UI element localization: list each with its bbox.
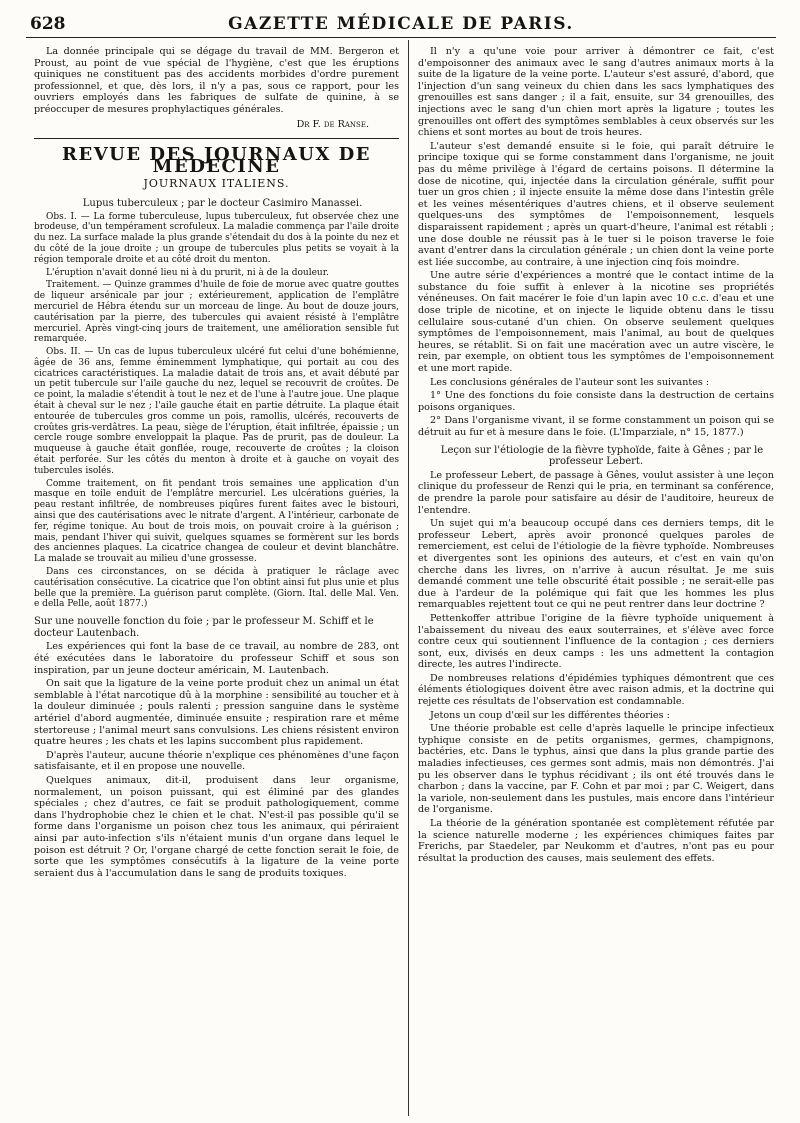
typhoid-paragraph-3: Pettenkoffer attribue l'origine de la fièvre typhoïde uniquement à l'abaissement du niveau des eaux souterraines, et s'élève avec force contre ceux qui soutiennent l'influence de la contagion ; ces derniers sont, eux, divisés en deux camps : les uns admettent la contagion directe, les autres l'indirecte. <box>418 612 774 671</box>
typhoid-article-heading: Leçon sur l'étiologie de la fièvre typhoïde, faite à Gênes ; par le professeur Lebert. <box>440 444 764 468</box>
running-head <box>26 8 776 38</box>
lupus-article-heading: Lupus tuberculeux ; par le docteur Casimiro Manassei. <box>82 197 363 209</box>
treatment-1: Traitement. — Quinze grammes d'huile de foie de morue avec quatre gouttes de liqueur arsénicale par jour ; extérieurement, application de l'emplâtre mercuriel de Hébra étendu sur un morceau de linge. Au bout de douze jours, cautérisation par la pierre, des tubercules qui avaient résisté à l'emplâtre mercuriel. Après vingt-cinq jours de traitement, une amélioration sensible fut remarquée. <box>34 280 399 345</box>
conclusion-1: 1° Une des fonctions du foie consiste dans la destruction de certains poisons organiques. <box>418 390 774 413</box>
right-column <box>418 46 774 1114</box>
column-divider <box>408 40 409 1116</box>
section-title: REVUE DES JOURNAUX DE MEDECINE <box>62 144 371 177</box>
newspaper-page <box>26 8 776 1116</box>
typhoid-paragraph-7: La théorie de la génération spontanée est complètement réfutée par la science naturelle moderne ; les expériences chimiques faites par Frerichs, par Staedeler, par Neukomm et d'autres, n'ont pas eu pour résultat la production des causes, mais seulement des effets. <box>418 818 774 864</box>
right-paragraph-3: Une autre série d'expériences a montré que le contact intime de la substance du foie suffit à enlever à la nicotine ses propriétés vénéneuses. On fait macérer le foie d'un lapin avec 10 c.c. d'eau et une dose triple de nicotine, et on injecte le liquide obtenu dans le tissu cellulaire sous-cutané d'un chien. On observe seulement quelques symptômes de l'empoisonnement, mais l'animal, au bout de quelques heures, se rétablit. Si on fait une macération avec un autre viscère, le rein, par exemple, on obtient tous les symptômes de l'empoisonnement et une mort rapide. <box>418 270 774 375</box>
page-number: 628 <box>30 14 66 34</box>
observation-1-note: L'éruption n'avait donné lieu ni à du prurit, ni à de la douleur. <box>46 267 329 278</box>
treatment-3: Dans ces circonstances, on se décida à pratiquer le râclage avec cautérisation consécutive. La cicatrice que l'on obtint ainsi fut plus unie et plus belle que la première. La guérison parut complète. (Giorn. Ital. delle Mal. Ven. e della Pelle, août 1877.) <box>34 567 399 610</box>
right-paragraph-2: L'auteur s'est demandé ensuite si le foie, qui paraît détruire le principe toxique qui se forme constamment dans l'organisme, ne jouit pas du même privilège à l'égard de certains poisons. Il détermine la dose de nicotine, qui, injectée dans la circulation générale, suffit pour tuer un gros chien ; il injecte ensuite la même dose dans l'intestin grêle et les veines mésentériques d'autres chiens, et il observe seulement quelques-uns des symptômes de l'empoisonnement, lesquels disparaissent rapidement ; après un quart-d'heure, l'animal est rétabli ; une dose double ne réussit pas à le tuer si le poison traverse le foie avant d'entrer dans la circulation générale ; un chien dont la veine porte est liée succombe, au contraire, à une injection cinq fois moindre. <box>418 140 774 268</box>
typhoid-paragraph-1: Le professeur Lebert, de passage à Gênes, voulut assister à une leçon clinique du professeur de Renzi qui le pria, en terminant sa conférence, de prendre la parole pour satisfaire au désir de l'auditoire, heureux de l'entendre. <box>418 469 774 516</box>
treatment-2: Comme traitement, on fit pendant trois semaines une application d'un masque en toile enduit de l'emplâtre mercuriel. Les ulcérations guéries, la peau restant infiltrée, de nombreuses piqûres furent faites avec le bistouri, ainsi que des cautérisations avec le nitrate d'argent. A l'intérieur, carbonate de fer, régime tonique. Au bout de trois mois, on pouvait croire à la guérison ; mais, pendant l'hiver qui suivit, quelques squames se formèrent sur les bords des anciennes plaques. La cicatrice changea de couleur et devint blanchâtre. La malade se trouvait au milieu d'une grossesse. <box>34 478 399 565</box>
section-subtitle: JOURNAUX ITALIENS. <box>143 177 290 191</box>
liver-paragraph-3: D'après l'auteur, aucune théorie n'explique ces phénomènes d'une façon satisfaisante, et il en propose une nouvelle. <box>34 749 399 773</box>
observation-1: Obs. I. — La forme tuberculeuse, lupus tuberculeux, fut observée chez une brodeuse, d'un tempérament scrofuleux. La maladie commença par l'aile droite du nez. La surface malade la plus grande s'étendait du dos à la pointe du nez et du côté de la joue droite ; un groupe de tubercules plus petits se voyait à la région temporale droite et au côté droit du menton. <box>34 211 399 265</box>
liver-article-heading: Sur une nouvelle fonction du foie ; par le professeur M. Schiff et le docteur Lautenbach. <box>34 616 374 639</box>
observation-2: Obs. II. — Un cas de lupus tuberculeux ulcéré fut celui d'une bohémienne, âgée de 36 ans, femme éminemment lymphatique, qui portait au cou des cicatrices caractéristiques. La maladie datait de trois ans, et avait débuté par un petit tubercule sur l'aile gauche du nez, lequel se recouvrit de croûtes. De ce point, la maladie s'étendit à tout le nez et de l'une à l'autre joue. Une plaque était à cheval sur le nez ; l'aile gauche était en partie détruite. La plaque était entourée de tubercules gros comme un pois, ramollis, ulcérés, recouverts de croûtes gris-verdâtres. La peau, siège de l'éruption, était infiltrée, épaissie ; un cercle rouge sombre enveloppait la plaque. Pas de prurit, pas de douleur. La muqueuse à gauche était gonflée, rouge, recouverte de croûtes ; la cloison était perforée. Sur les côtés du menton à droite et à gauche on voyait des tubercules isolés. <box>34 347 399 476</box>
conclusion-2: 2° Dans l'organisme vivant, il se forme constamment un poison qui se détruit au fur et à mesure dans le foie. (L'Imparziale, n° 15, 1877.) <box>418 415 774 438</box>
intro-paragraph: La donnée principale qui se dégage du travail de MM. Bergeron et Proust, au point de vue spécial de l'hygiène, c'est que les éruptions quiniques ne constituent pas des accidents morbides d'ordre purement professionnel, et que, dès lors, il n'y a pas, sous ce rapport, pour les ouvriers employés dans les fabriques de sulfate de quinine, à se préoccuper de mesures prophylactiques générales. <box>34 46 399 115</box>
signature: Dr F. de Ranse. <box>296 118 369 130</box>
section-divider <box>34 138 399 139</box>
journal-title: GAZETTE MÉDICALE DE PARIS. <box>228 14 574 34</box>
typhoid-paragraph-4: De nombreuses relations d'épidémies typhiques démontrent que ces éléments étiologiques doivent être avec raison admis, et la doctrine qui rejette ces résultats de l'observation est condamnable. <box>418 672 774 708</box>
typhoid-paragraph-2: Un sujet qui m'a beaucoup occupé dans ces derniers temps, dit le professeur Lebert, après avoir prononcé quelques paroles de remerciement, est celui de l'étiologie de la fièvre typhoïde. Nombreuses et divergentes sont les opinions des auteurs, et c'est en vain qu'on cherche dans les livres, on n'arrive à aucun résultat. Je me suis demandé comment une telle obscurité était possible ; ne serait-elle pas due à l'ardeur de la polémique qui fait que les hommes les plus remarquables rejettent tout ce qui ne peut rentrer dans leur doctrine ? <box>418 518 774 611</box>
conclusions-intro: Les conclusions générales de l'auteur sont les suivantes : <box>430 376 710 388</box>
liver-paragraph-1: Les expériences qui font la base de ce travail, au nombre de 283, ont été exécutées dans le laboratoire du professeur Schiff et sous son inspiration, par un jeune docteur américain, M. Lautenbach. <box>34 641 399 676</box>
liver-paragraph-4: Quelques animaux, dit-il, produisent dans leur organisme, normalement, un poison puissant, qui est éliminé par des glandes spéciales ; chez d'autres, ce fait se produit pathologiquement, comme dans l'hydrophobie chez le chien et le chat. N'est-il pas possible qu'il se forme dans l'organisme un poison chez tous les animaux, qui périraient ainsi par auto-infection s'ils n'étaient munis d'un organe dans lequel le poison est détruit ? Or, l'organe chargé de cette fonction serait le foie, de sorte que les symptômes consécutifs à la ligature de la veine porte seraient dus à l'accumulation dans le sang de produits toxiques. <box>34 774 399 879</box>
typhoid-paragraph-5: Jetons un coup d'œil sur les différentes théories : <box>430 709 670 721</box>
left-column <box>34 46 399 1114</box>
right-paragraph-1: Il n'y a qu'une voie pour arriver à démontrer ce fait, c'est d'empoisonner des animaux avec le sang d'autres animaux morts à la suite de la ligature de la veine porte. L'auteur s'est assuré, d'abord, que l'injection d'un sang veineux du chien dans les sacs lymphatiques des grenouilles est sans danger ; il a fait, ensuite, sur 34 grenouilles, des injections avec le sang d'un chien mort après la ligature ; toutes les grenouilles ont offert des symptômes semblables à ceux observés sur les chiens et sont mortes au bout de trois heures. <box>418 46 774 139</box>
liver-paragraph-2: On sait que la ligature de la veine porte produit chez un animal un état semblable à l'état narcotique dû à la morphine : sensibilité au toucher et à la douleur diminuée ; pouls ralenti ; pression sanguine dans le système artériel d'abord augmentée, diminuée ensuite ; respiration rare et même stertoreuse ; l'animal meurt sans convulsions. Les chiens résistent environ quatre heures ; les chats et les lapins succombent plus rapidement. <box>34 678 399 748</box>
typhoid-paragraph-6: Une théorie probable est celle d'après laquelle le principe infectieux typhique consiste en de petits organismes, germes, champignons, bactéries, etc. Dans le typhus, ainsi que dans la plus grande partie des maladies infectieuses, ces germes sont admis, mais non démontrés. J'ai pu les observer dans le typhus récidivant ; ils ont été trouvés dans le charbon ; dans la vaccine, par F. Cohn et par moi ; par C. Weigert, dans la variole, non-seulement dans les pustules, mais encore dans l'intérieur de l'organisme. <box>418 723 774 816</box>
